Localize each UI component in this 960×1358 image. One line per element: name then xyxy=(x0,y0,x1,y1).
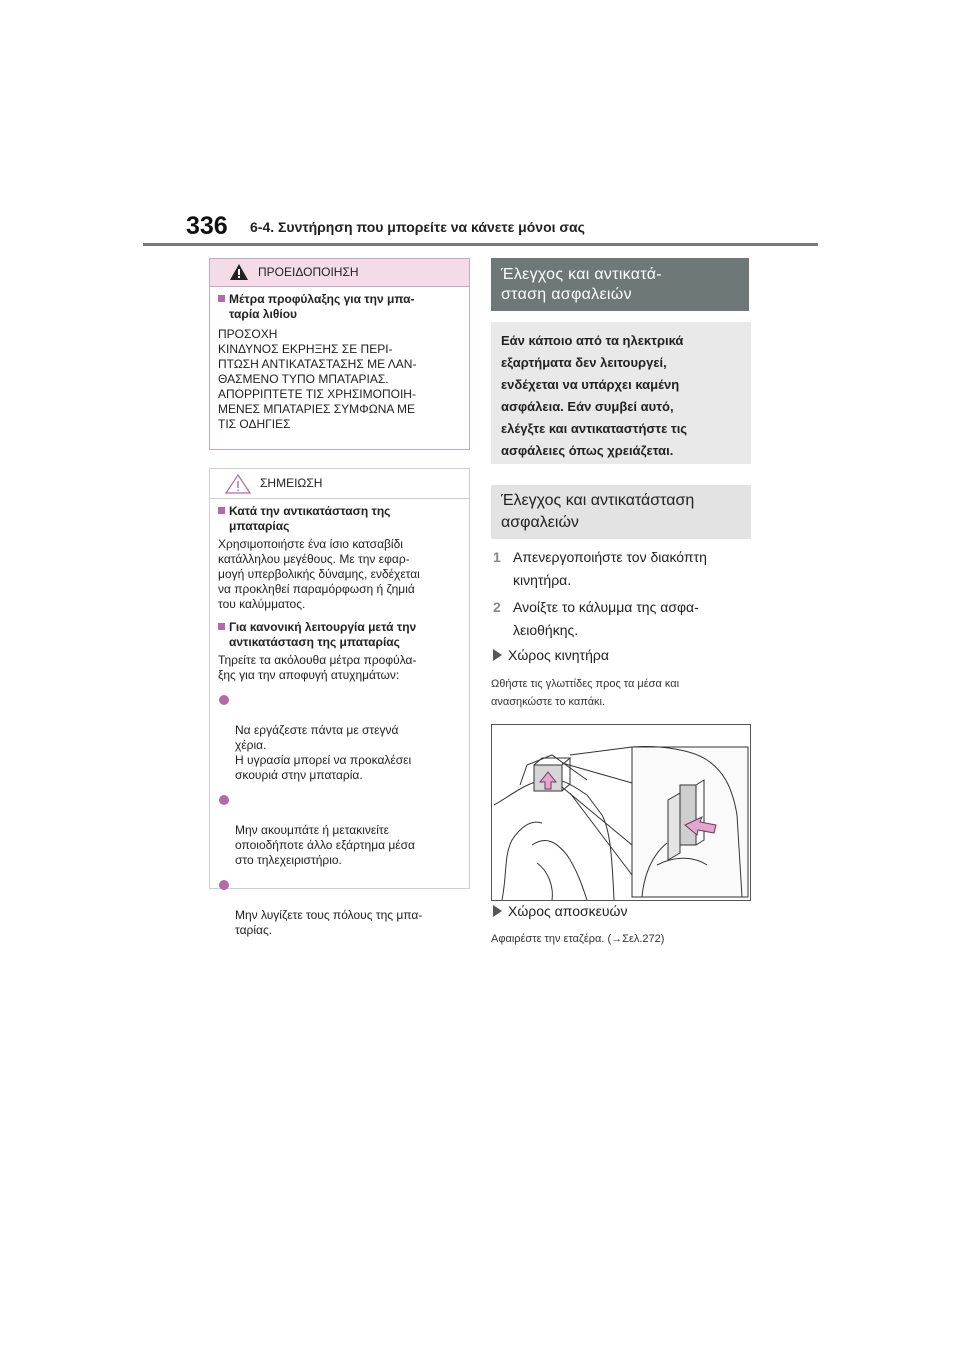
note-heading-1 xyxy=(218,504,461,534)
circle-bullet-icon xyxy=(219,795,229,805)
triangle-arrow-icon xyxy=(493,649,502,661)
engine-compartment-text: Ωθήστε τις γλωττίδες προς τα μέσα και ανασηκώστε το καπάκι. xyxy=(491,678,680,708)
list-item-text: Μην λυγίζετε τους πόλους της μπα- ταρίας. xyxy=(235,908,423,937)
fuse-box-illustration xyxy=(491,724,751,901)
step-2-text: Ανοίξτε το κάλυμμα της ασφα- λειοθήκης. xyxy=(513,599,699,638)
list-item xyxy=(218,878,461,938)
warning-title: ΠΡΟΕΙΔΟΠΟΙΗΣΗ xyxy=(258,265,359,279)
caution-triangle-icon xyxy=(225,474,251,494)
chapter-title: 6-4. Συντήρηση που μπορείτε να κάνετε μόνοι σας xyxy=(250,219,585,235)
triangle-arrow-icon xyxy=(493,905,502,917)
step-1 xyxy=(493,546,707,592)
square-bullet-icon xyxy=(218,623,225,630)
note-heading-2-text: Για κανονική λειτουργία μετά την αντικατάσταση της μπαταρίας xyxy=(229,620,417,649)
note-paragraph-1: Χρησιμοποιήστε ένα ίσιο κατσαβίδι κατάλληλου μεγέθους. Με την εφαρ- μογή υπερβολικής δύναμης, ενδέχεται να προκληθεί παραμόρφωση ή ζημιά του καλύμματος. xyxy=(218,537,420,611)
note-title: ΣΗΜΕΙΩΣΗ xyxy=(260,476,323,490)
warning-triangle-icon xyxy=(230,264,248,280)
square-bullet-icon xyxy=(218,295,225,302)
circle-bullet-icon xyxy=(219,880,229,890)
fuse-box-drawing xyxy=(492,725,750,900)
list-item-text: Να εργάζεστε πάντα με στεγνά χέρια. Η υγρασία μπορεί να προκαλέσει σκουριά στην μπαταρία. xyxy=(235,723,412,782)
note-heading-2 xyxy=(218,620,461,650)
luggage-compartment-heading-text: Χώρος αποσκευών xyxy=(508,903,628,919)
luggage-compartment-text: Αφαιρέστε την εταζέρα. (→Σελ.272) xyxy=(491,933,665,945)
engine-compartment-heading xyxy=(493,647,609,663)
intro-box: Εάν κάποιο από τα ηλεκτρικά εξαρτήματα δεν λειτουργεί, ενδέχεται να υπάρχει καμένη ασφάλεια. Εάν συμβεί αυτό, ελέγξτε και αντικαταστήστε τις ασφάλειες όπως χρειάζεται. xyxy=(491,322,751,464)
circle-bullet-icon xyxy=(219,695,229,705)
warning-header xyxy=(210,259,469,287)
section-title: Έλεγχος και αντικατά- σταση ασφαλειών xyxy=(491,258,749,311)
page-number: 336 xyxy=(186,212,228,240)
step-2-number: 2 xyxy=(493,599,501,615)
warning-box xyxy=(209,258,470,450)
engine-compartment-heading-text: Χώρος κινητήρα xyxy=(508,647,609,663)
warning-heading xyxy=(218,292,461,322)
step-1-text: Απενεργοποιήστε τον διακόπτη κινητήρα. xyxy=(513,549,707,588)
subsection-title: Έλεγχος και αντικατάσταση ασφαλειών xyxy=(491,485,751,539)
luggage-compartment-heading xyxy=(493,903,627,919)
note-paragraph-2: Τηρείτε τα ακόλουθα μέτρα προφύλα- ξης για την αποφυγή ατυχημάτων: xyxy=(218,653,417,682)
list-item xyxy=(218,793,461,868)
note-heading-1-text: Κατά την αντικατάσταση της μπαταρίας xyxy=(229,504,391,533)
step-2 xyxy=(493,596,699,642)
note-box xyxy=(209,468,470,937)
list-item-text: Μην ακουμπάτε ή μετακινείτε οποιοδήποτε άλλο εξάρτημα μέσα στο τηλεχειριστήριο. xyxy=(235,823,415,867)
square-bullet-icon xyxy=(218,507,225,514)
header-divider xyxy=(143,243,818,246)
note-header xyxy=(210,469,469,499)
step-1-number: 1 xyxy=(493,549,501,565)
warning-heading-text: Μέτρα προφύλαξης για την μπα- ταρία λιθίου xyxy=(229,292,415,321)
list-item xyxy=(218,693,461,783)
warning-text: ΠΡΟΣΟΧΗ ΚΙΝΔΥΝΟΣ ΕΚΡΗΞΗΣ ΣΕ ΠΕΡΙ- ΠΤΩΣΗ ΑΝΤΙΚΑΤΑΣΤΑΣΗΣ ΜΕ ΛΑΝ- ΘΑΣΜΕΝΟ ΤΥΠΟ ΜΠΑΤΑΡΙΑΣ. ΑΠΟΡΡΙΠΤΕΤΕ ΤΙΣ ΧΡΗΣΙΜΟΠΟΙΗ- ΜΕΝΕΣ ΜΠΑΤΑΡΙΕΣ ΣΥΜΦΩΝΑ ΜΕ ΤΙΣ ΟΔΗΓΙΕΣ xyxy=(218,327,417,431)
